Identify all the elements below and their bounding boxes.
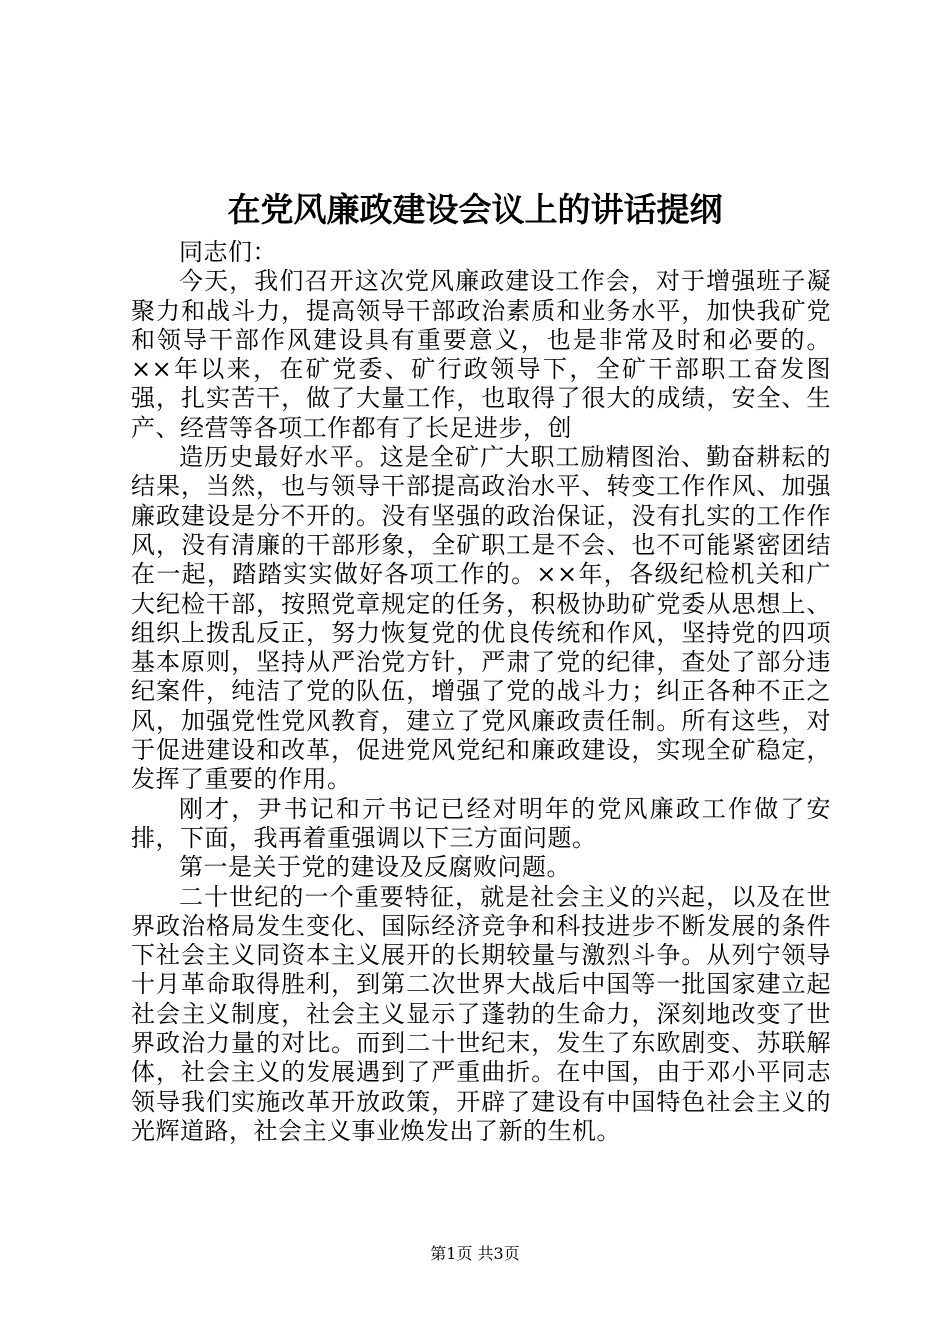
body-paragraph: 刚才，尹书记和亓书记已经对明年的党风廉政工作做了安排，下面，我再着重强调以下三方面问题。: [131, 794, 831, 852]
salutation-paragraph: 同志们：: [179, 238, 277, 266]
section-heading-paragraph: 第一是关于党的建设及反腐败问题。: [179, 853, 571, 882]
page-number-footer: 第1页 共3页: [430, 1244, 520, 1263]
body-paragraph: 二十世纪的一个重要特征，就是社会主义的兴起，以及在世界政治格局发生变化、国际经济竞争和科技进步不断发展的条件下社会主义同资本主义展开的长期较量与激烈斗争。从列宁领导十月革命取得胜利，到第二次世界大战后中国等一批国家建立起社会主义制度，社会主义显示了蓬勃的生命力，深刻地改变了世界政治力量的对比。而到二十世纪末，发生了东欧剧变、苏联解体，社会主义的发展遇到了严重曲折。在中国，由于邓小平同志领导我们实施改革开放政策，开辟了建设有中国特色社会主义的光辉道路，社会主义事业焕发出了新的生机。: [131, 882, 831, 1145]
document-title: 在党风廉政建设会议上的讲话提纲: [227, 190, 723, 229]
document-body: [131, 238, 831, 1146]
body-paragraph: 今天，我们召开这次党风廉政建设工作会，对于增强班子凝聚力和战斗力，提高领导干部政治素质和业务水平，加快我矿党和领导干部作风建设具有重要意义，也是非常及时和必要的。××年以来，在矿党委、矿行政领导下，全矿干部职工奋发图强，扎实苦干，做了大量工作，也取得了很大的成绩，安全、生产、经营等各项工作都有了长足进步，创: [131, 267, 831, 442]
body-paragraph: 造历史最好水平。这是全矿广大职工励精图治、勤奋耕耘的结果，当然，也与领导干部提高政治水平、转变工作作风、加强廉政建设是分不开的。没有坚强的政治保证，没有扎实的工作作风，没有清廉的干部形象，全矿职工是不会、也不可能紧密团结在一起，踏踏实实做好各项工作的。××年，各级纪检机关和广大纪检干部，按照党章规定的任务，积极协助矿党委从思想上、组织上拨乱反正，努力恢复党的优良传统和作风，坚持党的四项基本原则，坚持从严治党方针，严肃了党的纪律，查处了部分违纪案件，纯洁了党的队伍，增强了党的战斗力；纠正各种不正之风，加强党性党风教育，建立了党风廉政责任制。所有这些，对于促进建设和改革，促进党风党纪和廉政建设，实现全矿稳定，发挥了重要的作用。: [131, 443, 831, 794]
